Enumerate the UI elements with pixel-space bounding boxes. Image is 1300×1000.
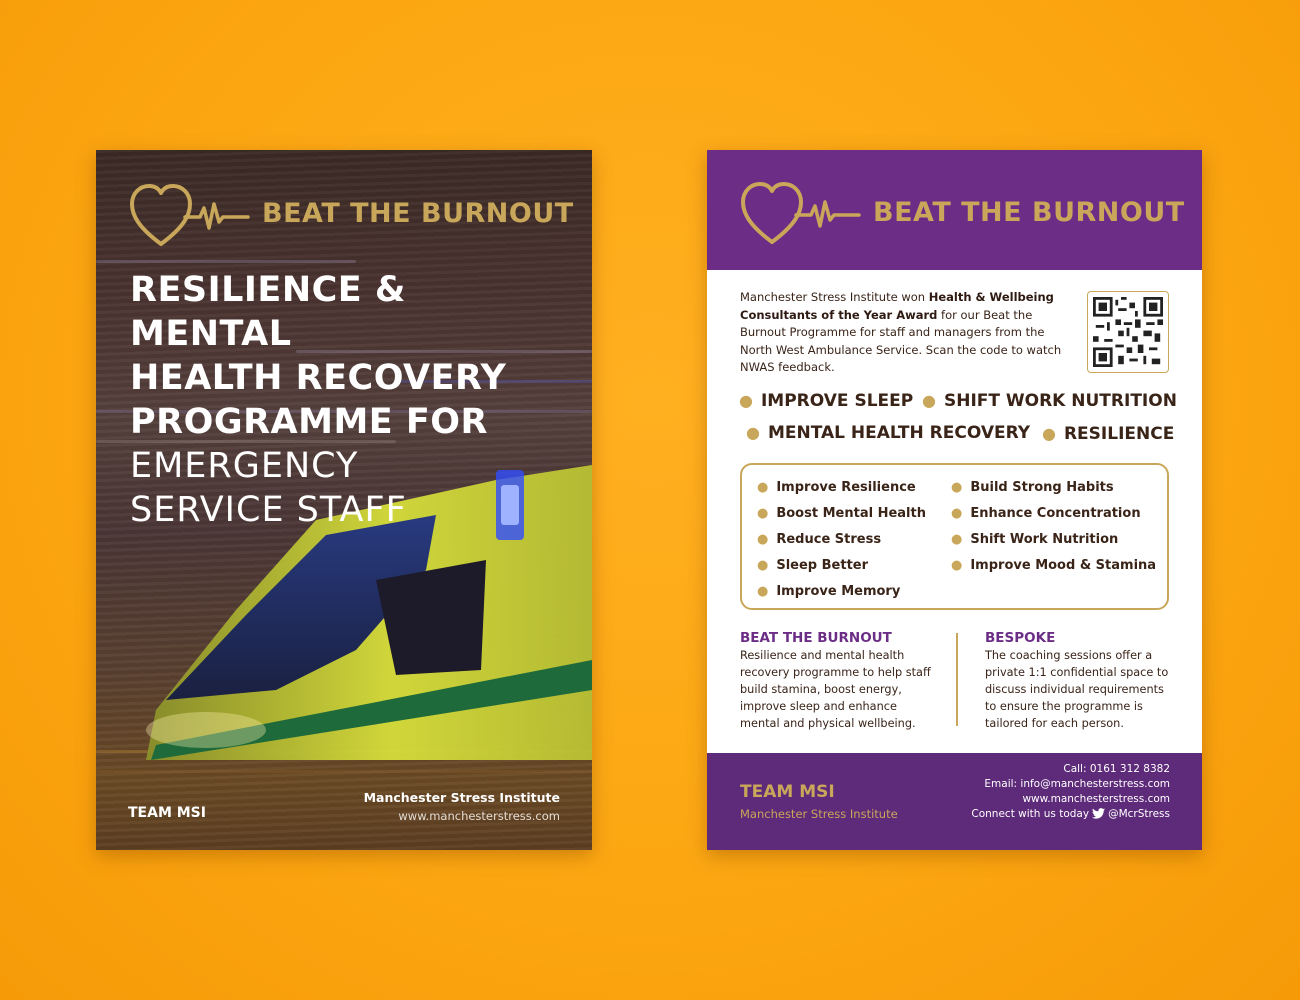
benefit-item — [757, 579, 926, 605]
benefit-item — [951, 553, 1156, 579]
headline-line: RESILIENCE & MENTAL — [130, 270, 406, 354]
key-point — [922, 391, 1177, 411]
bullet-dot-icon: ● — [757, 532, 769, 547]
key-point — [1042, 424, 1174, 444]
bullet-dot-icon: ● — [1042, 424, 1056, 443]
benefits-box — [740, 463, 1169, 610]
key-point-label: SHIFT WORK NUTRITION — [943, 391, 1177, 411]
contact-website[interactable]: www.manchesterstress.com — [1022, 793, 1170, 805]
benefit-item — [951, 501, 1156, 527]
benefits-list-right — [951, 475, 1156, 579]
key-point-label: MENTAL HEALTH RECOVERY — [767, 423, 1031, 443]
bullet-dot-icon: ● — [757, 480, 769, 495]
team-label: TEAM MSI — [128, 805, 206, 821]
contact-email[interactable]: Email: info@manchesterstress.com — [984, 778, 1170, 790]
contact-phone[interactable]: Call: 0161 312 8382 — [1063, 763, 1170, 775]
benefit-item — [757, 475, 926, 501]
twitter-handle: @McrStress — [1108, 808, 1170, 820]
bullet-dot-icon: ● — [951, 532, 963, 547]
qr-code-icon — [1093, 297, 1163, 367]
front-flyer — [96, 150, 592, 850]
benefit-item — [757, 501, 926, 527]
column-body: Resilience and mental health recovery programme to help staff build stamina, boost energy, improve sleep and enhance mental and physical wellbeing. — [740, 649, 931, 730]
key-point — [739, 391, 913, 411]
front-headline — [130, 268, 580, 532]
benefit-label: Improve Memory — [776, 584, 901, 599]
bullet-dot-icon: ● — [757, 558, 769, 573]
headline-line: EMERGENCY — [130, 446, 359, 486]
key-point-label: IMPROVE SLEEP — [760, 391, 914, 411]
heart-pulse-icon — [739, 180, 864, 250]
bullet-dot-icon: ● — [951, 506, 963, 521]
benefit-item — [951, 527, 1156, 553]
heart-pulse-icon — [128, 182, 253, 252]
column-title: BEAT THE BURNOUT — [740, 630, 892, 646]
benefits-list-left — [757, 475, 926, 605]
column-title: BESPOKE — [985, 630, 1056, 646]
benefit-label: Reduce Stress — [776, 532, 882, 547]
motion-streak — [96, 260, 356, 263]
bullet-dot-icon: ● — [746, 423, 760, 442]
benefit-label: Boost Mental Health — [776, 506, 926, 521]
benefit-item — [757, 527, 926, 553]
connect-label: Connect with us today — [971, 808, 1090, 820]
intro-award: Health & Wellbeing Consultants of the Year Award — [740, 290, 1054, 322]
column-divider — [956, 633, 958, 726]
bullet-dot-icon: ● — [757, 584, 769, 599]
benefit-item — [951, 475, 1156, 501]
benefit-label: Improve Mood & Stamina — [970, 558, 1157, 573]
back-flyer — [707, 150, 1202, 850]
intro-paragraph — [740, 289, 1075, 377]
column-body: The coaching sessions offer a private 1:1 confidential space to discuss individual requirements to ensure the programme is tailored for each person. — [985, 649, 1169, 730]
key-point-label: RESILIENCE — [1063, 424, 1175, 444]
benefit-label: Sleep Better — [776, 558, 869, 573]
institute-name: Manchester Stress Institute — [363, 790, 560, 805]
contact-social[interactable] — [971, 808, 1170, 820]
benefit-label: Improve Resilience — [776, 480, 916, 495]
website-link[interactable]: www.manchesterstress.com — [398, 809, 560, 823]
brand-title: BEAT THE BURNOUT — [262, 198, 574, 229]
key-point — [746, 423, 1030, 443]
team-label: TEAM MSI — [740, 782, 835, 802]
brand-title: BEAT THE BURNOUT — [873, 197, 1185, 228]
benefit-label: Shift Work Nutrition — [970, 532, 1119, 547]
benefit-label: Enhance Concentration — [970, 506, 1141, 521]
benefit-item — [757, 553, 926, 579]
headline-line: SERVICE STAFF — [130, 490, 407, 530]
intro-text: for our Beat the Burnout Programme for staff and managers from the North West Ambulance Service. Scan the code to watch NWAS feedback. — [740, 307, 1062, 374]
motion-streak — [96, 770, 592, 773]
bullet-dot-icon: ● — [922, 391, 936, 410]
institute-name: Manchester Stress Institute — [740, 807, 898, 821]
bullet-dot-icon: ● — [757, 506, 769, 521]
headline-line: HEALTH RECOVERY — [130, 358, 507, 398]
intro-text: Manchester Stress Institute won — [740, 290, 929, 304]
bullet-dot-icon: ● — [951, 558, 963, 573]
bullet-dot-icon: ● — [951, 480, 963, 495]
twitter-icon[interactable] — [1092, 808, 1105, 819]
headline-line: PROGRAMME FOR — [130, 402, 488, 442]
benefit-label: Build Strong Habits — [970, 480, 1114, 495]
qr-code[interactable] — [1087, 291, 1169, 373]
bullet-dot-icon: ● — [739, 391, 753, 410]
